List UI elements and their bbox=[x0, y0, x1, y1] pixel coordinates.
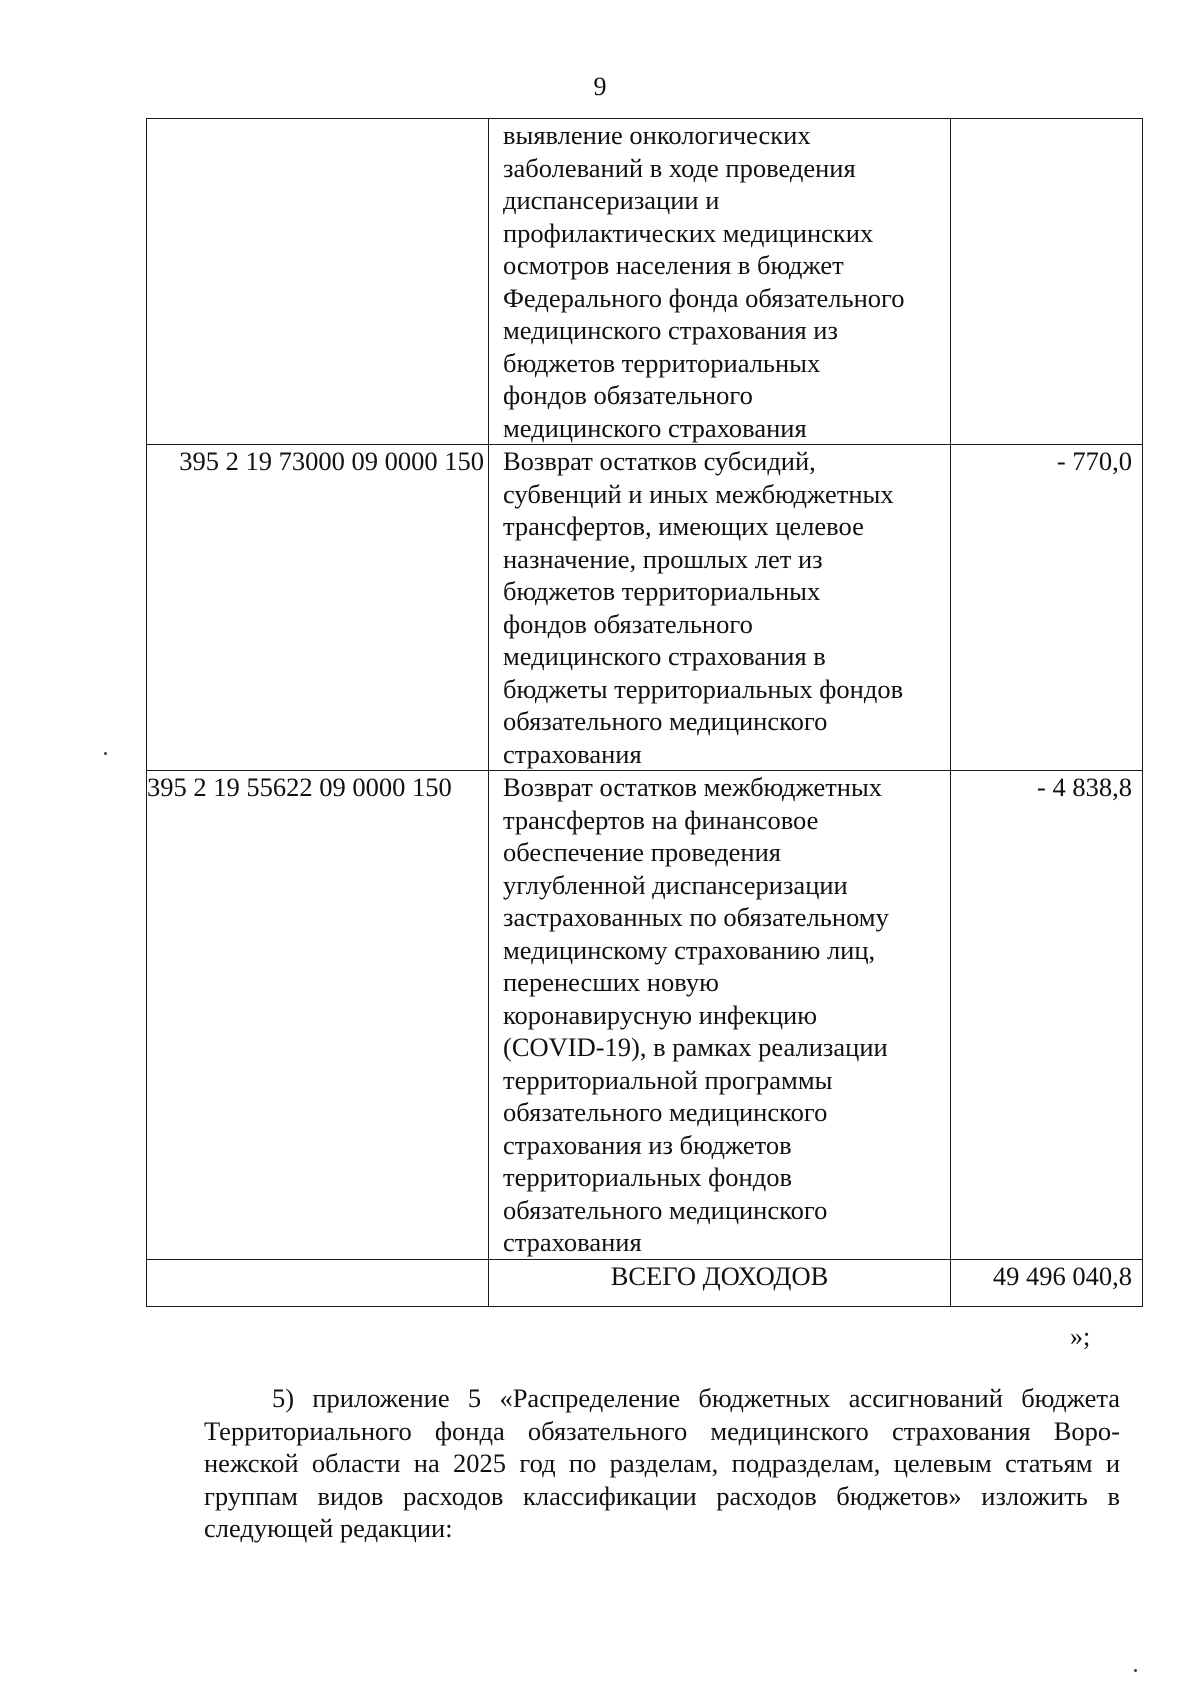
description-line: субвенций и иных межбюджетных bbox=[503, 478, 894, 509]
description-line: бюджетов территориальных bbox=[503, 576, 821, 606]
paragraph-line: Территориального фонда обязательного медицинского страхования Воро- bbox=[204, 1415, 1120, 1446]
description-line: трансфертов на финансовое bbox=[503, 804, 819, 835]
income-amount-cell: - 4 838,8 bbox=[951, 771, 1143, 1260]
description-line: медицинскому страхованию лиц, bbox=[503, 934, 876, 965]
description-line: Возврат остатков субсидий, bbox=[503, 446, 816, 476]
description-line: страхования bbox=[503, 738, 642, 769]
description-line: обязательного медицинского bbox=[503, 1097, 828, 1127]
table-row bbox=[147, 771, 1143, 1260]
table-row bbox=[147, 119, 1143, 445]
total-label: ВСЕГО ДОХОДОВ bbox=[489, 1259, 951, 1306]
income-table bbox=[146, 118, 1143, 1307]
table-row bbox=[147, 445, 1143, 771]
description-line: бюджетов территориальных bbox=[503, 347, 821, 378]
description-line: Федерального фонда обязательного bbox=[503, 282, 905, 313]
page-number: 9 bbox=[593, 72, 607, 101]
income-code-cell: 395 2 19 73000 09 0000 150 bbox=[147, 445, 489, 771]
description-line: страхования из бюджетов bbox=[503, 1129, 792, 1160]
description-line: медицинского страхования из bbox=[503, 315, 838, 345]
description-line: медицинского страхования в bbox=[503, 641, 826, 671]
income-description-cell bbox=[489, 445, 951, 771]
description-line: обязательного медицинского bbox=[503, 1194, 828, 1225]
description-line: обязательного медицинского bbox=[503, 706, 828, 736]
closing-quote-mark: »; bbox=[1070, 1322, 1091, 1351]
description-line: осмотров населения в бюджет bbox=[503, 250, 844, 280]
description-line: перенесших новую bbox=[503, 967, 719, 997]
description-line: территориальной программы bbox=[503, 1064, 833, 1095]
total-empty-cell bbox=[147, 1259, 489, 1306]
paragraph-line: следующей редакции: bbox=[204, 1513, 453, 1543]
description-line: коронавирусную инфекцию bbox=[503, 999, 818, 1030]
description-line: обеспечение проведения bbox=[503, 837, 781, 867]
income-code-cell bbox=[147, 119, 489, 445]
description-line: выявление онкологических bbox=[503, 120, 811, 150]
paragraph-line: группам видов расходов классификации расходов бюджетов» изложить в bbox=[204, 1480, 1120, 1511]
description-line: профилактических медицинских bbox=[503, 217, 874, 248]
description-line: трансфертов, имеющих целевое bbox=[503, 511, 864, 541]
description-line: фондов обязательного bbox=[503, 608, 753, 639]
paragraph-line: нежской области на 2025 год по разделам, подразделам, целевым статьям и bbox=[204, 1448, 1120, 1478]
total-amount: 49 496 040,8 bbox=[951, 1259, 1143, 1306]
income-amount-cell bbox=[951, 119, 1143, 445]
scan-speck bbox=[104, 752, 107, 755]
amendment-paragraph bbox=[204, 1382, 1120, 1545]
income-code-cell: 395 2 19 55622 09 0000 150 bbox=[147, 771, 489, 1260]
paragraph-line: 5) приложение 5 «Распределение бюджетных ассигнований бюджета bbox=[272, 1383, 1120, 1413]
description-line: Возврат остатков межбюджетных bbox=[503, 772, 883, 802]
description-line: бюджеты территориальных фондов bbox=[503, 673, 904, 704]
description-line: страхования bbox=[503, 1227, 642, 1257]
total-row bbox=[147, 1259, 1143, 1306]
description-line: застрахованных по обязательному bbox=[503, 902, 889, 932]
scan-speck bbox=[1134, 1669, 1137, 1672]
description-line: медицинского страхования bbox=[503, 412, 807, 443]
description-line: (COVID-19), в рамках реализации bbox=[503, 1032, 888, 1062]
income-description-cell bbox=[489, 119, 951, 445]
description-line: территориальных фондов bbox=[503, 1162, 792, 1192]
income-description-cell bbox=[489, 771, 951, 1260]
income-amount-cell: - 770,0 bbox=[951, 445, 1143, 771]
description-line: фондов обязательного bbox=[503, 380, 753, 410]
description-line: назначение, прошлых лет из bbox=[503, 543, 823, 574]
description-line: диспансеризации и bbox=[503, 185, 720, 215]
description-line: заболеваний в ходе проведения bbox=[503, 152, 856, 183]
description-line: углубленной диспансеризации bbox=[503, 869, 848, 900]
